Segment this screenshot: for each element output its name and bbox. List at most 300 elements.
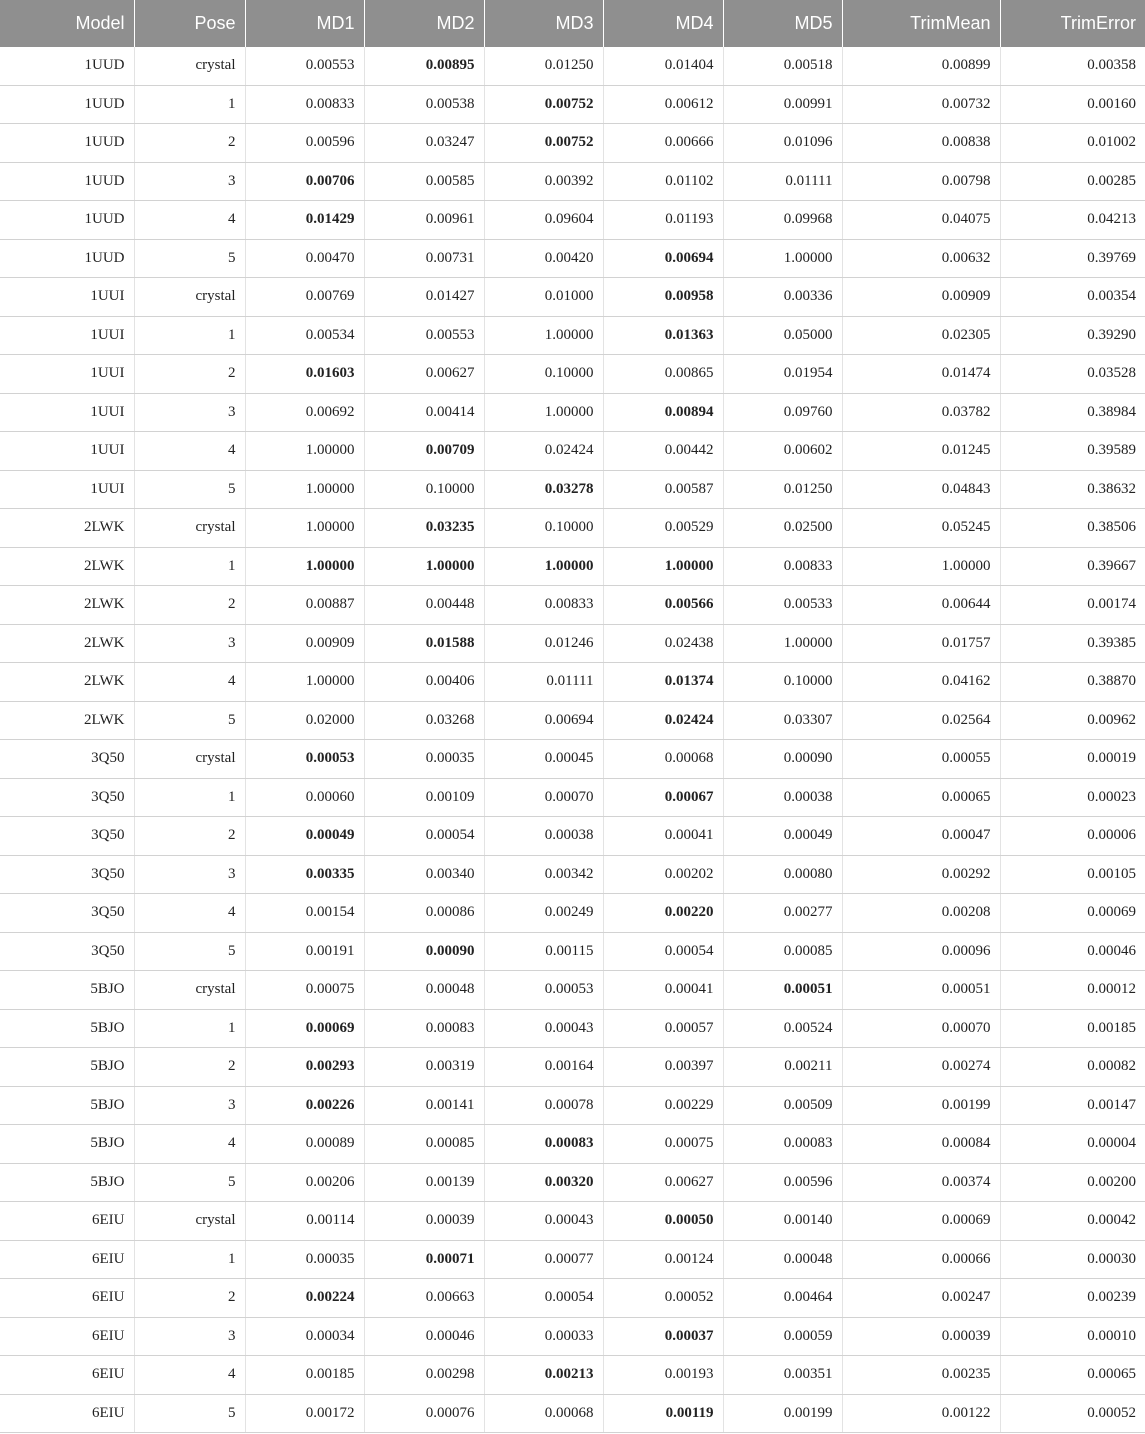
cell-md3: 0.01246 [484,624,603,663]
cell-md2: 0.00035 [364,740,484,779]
cell-md4: 0.00865 [603,355,723,394]
cell-md2: 0.03268 [364,701,484,740]
cell-md2: 0.00109 [364,778,484,817]
cell-pose: 5 [134,1163,245,1202]
cell-md3: 0.00694 [484,701,603,740]
cell-trimmean: 0.00051 [842,971,1000,1010]
cell-trimmean: 0.00909 [842,278,1000,317]
cell-model: 5BJO [0,1009,134,1048]
cell-md3: 0.10000 [484,509,603,548]
cell-md1: 1.00000 [245,432,364,471]
cell-md4: 0.00041 [603,817,723,856]
cell-pose: crystal [134,740,245,779]
cell-md1: 0.00069 [245,1009,364,1048]
cell-pose: 5 [134,701,245,740]
cell-md5: 0.00059 [723,1317,842,1356]
cell-trimerror: 0.39385 [1000,624,1145,663]
cell-md1: 0.00887 [245,586,364,625]
cell-pose: 4 [134,1125,245,1164]
cell-pose: 1 [134,1009,245,1048]
cell-trimmean: 0.00644 [842,586,1000,625]
table-header [0,0,1145,47]
table-row [0,47,1145,85]
cell-md5: 0.00085 [723,932,842,971]
cell-model: 2LWK [0,624,134,663]
cell-trimmean: 0.04075 [842,201,1000,240]
cell-pose: 4 [134,201,245,240]
cell-md5: 0.00596 [723,1163,842,1202]
cell-md3: 0.00752 [484,85,603,124]
cell-model: 3Q50 [0,740,134,779]
cell-pose: crystal [134,509,245,548]
cell-md5: 0.05000 [723,316,842,355]
cell-md1: 0.00049 [245,817,364,856]
cell-md2: 0.00048 [364,971,484,1010]
cell-trimerror: 0.38870 [1000,663,1145,702]
cell-pose: 5 [134,470,245,509]
cell-md2: 0.00895 [364,47,484,85]
cell-md5: 0.00083 [723,1125,842,1164]
cell-md3: 0.00752 [484,124,603,163]
cell-pose: 4 [134,1356,245,1395]
cell-md1: 0.00172 [245,1394,364,1433]
cell-md5: 0.09760 [723,393,842,432]
cell-trimerror: 0.00354 [1000,278,1145,317]
cell-md3: 0.00320 [484,1163,603,1202]
cell-md5: 0.03307 [723,701,842,740]
cell-md4: 0.00202 [603,855,723,894]
cell-trimerror: 0.00105 [1000,855,1145,894]
cell-trimmean: 0.00235 [842,1356,1000,1395]
column-header-md5: MD5 [723,0,842,47]
cell-model: 1UUD [0,47,134,85]
cell-md1: 0.00706 [245,162,364,201]
cell-md2: 0.01427 [364,278,484,317]
cell-md5: 0.00090 [723,740,842,779]
cell-md5: 0.01250 [723,470,842,509]
cell-md5: 0.02500 [723,509,842,548]
cell-md2: 0.00086 [364,894,484,933]
cell-model: 6EIU [0,1394,134,1433]
cell-pose: crystal [134,47,245,85]
cell-md4: 0.00075 [603,1125,723,1164]
cell-model: 1UUI [0,316,134,355]
cell-md1: 0.00114 [245,1202,364,1241]
cell-model: 1UUI [0,278,134,317]
cell-md5: 0.00533 [723,586,842,625]
cell-model: 1UUD [0,124,134,163]
table-row [0,355,1145,394]
cell-md4: 0.00587 [603,470,723,509]
cell-trimerror: 0.00962 [1000,701,1145,740]
cell-trimmean: 0.00070 [842,1009,1000,1048]
cell-md1: 0.00833 [245,85,364,124]
cell-md2: 0.00298 [364,1356,484,1395]
table-row [0,432,1145,471]
cell-md2: 0.00731 [364,239,484,278]
cell-trimmean: 0.00732 [842,85,1000,124]
cell-trimmean: 0.02564 [842,701,1000,740]
cell-trimmean: 0.00292 [842,855,1000,894]
cell-model: 6EIU [0,1356,134,1395]
cell-md1: 1.00000 [245,470,364,509]
cell-trimerror: 0.00239 [1000,1279,1145,1318]
cell-trimerror: 0.00046 [1000,932,1145,971]
cell-md3: 0.02424 [484,432,603,471]
cell-md4: 0.00627 [603,1163,723,1202]
cell-pose: 5 [134,239,245,278]
cell-md5: 0.00049 [723,817,842,856]
cell-model: 2LWK [0,547,134,586]
cell-md5: 1.00000 [723,239,842,278]
cell-md3: 0.00043 [484,1202,603,1241]
cell-md4: 0.00068 [603,740,723,779]
cell-md3: 0.01250 [484,47,603,85]
cell-trimerror: 0.00069 [1000,894,1145,933]
table-row [0,509,1145,548]
cell-md3: 1.00000 [484,547,603,586]
cell-md1: 0.00060 [245,778,364,817]
cell-md5: 1.00000 [723,624,842,663]
cell-model: 3Q50 [0,932,134,971]
cell-md2: 0.00141 [364,1086,484,1125]
cell-md3: 0.00054 [484,1279,603,1318]
cell-pose: 2 [134,355,245,394]
cell-trimerror: 0.00160 [1000,85,1145,124]
cell-pose: 2 [134,817,245,856]
table-row [0,393,1145,432]
column-header-md1: MD1 [245,0,364,47]
table-row [0,85,1145,124]
cell-md5: 0.10000 [723,663,842,702]
cell-trimerror: 0.39290 [1000,316,1145,355]
cell-trimmean: 0.01757 [842,624,1000,663]
cell-md2: 0.00585 [364,162,484,201]
cell-md3: 0.00045 [484,740,603,779]
cell-md1: 0.00226 [245,1086,364,1125]
cell-md2: 0.00085 [364,1125,484,1164]
cell-md2: 0.00054 [364,817,484,856]
cell-model: 5BJO [0,1125,134,1164]
table-row [0,932,1145,971]
cell-md3: 0.00043 [484,1009,603,1048]
cell-model: 5BJO [0,1086,134,1125]
cell-trimmean: 0.00199 [842,1086,1000,1125]
cell-pose: 3 [134,393,245,432]
cell-md4: 0.00566 [603,586,723,625]
cell-md3: 0.00038 [484,817,603,856]
cell-trimerror: 0.00358 [1000,47,1145,85]
cell-md1: 0.00534 [245,316,364,355]
cell-md5: 0.00351 [723,1356,842,1395]
cell-md3: 0.00077 [484,1240,603,1279]
cell-trimerror: 0.00185 [1000,1009,1145,1048]
table-row [0,1086,1145,1125]
table-row [0,1356,1145,1395]
cell-trimmean: 0.00069 [842,1202,1000,1241]
cell-trimmean: 0.00066 [842,1240,1000,1279]
cell-md4: 0.02424 [603,701,723,740]
cell-trimmean: 0.00065 [842,778,1000,817]
cell-model: 6EIU [0,1240,134,1279]
cell-pose: 4 [134,894,245,933]
cell-pose: 4 [134,663,245,702]
cell-md2: 0.03235 [364,509,484,548]
cell-model: 1UUD [0,162,134,201]
cell-md5: 0.00038 [723,778,842,817]
cell-trimmean: 0.00039 [842,1317,1000,1356]
cell-md4: 0.00612 [603,85,723,124]
cell-trimmean: 0.00374 [842,1163,1000,1202]
table-row [0,239,1145,278]
cell-pose: 2 [134,1048,245,1087]
cell-md1: 0.01603 [245,355,364,394]
cell-model: 1UUI [0,355,134,394]
cell-trimerror: 0.00052 [1000,1394,1145,1433]
cell-trimmean: 0.01474 [842,355,1000,394]
cell-trimerror: 0.00200 [1000,1163,1145,1202]
cell-md3: 0.00083 [484,1125,603,1164]
cell-trimerror: 0.38506 [1000,509,1145,548]
cell-trimerror: 0.03528 [1000,355,1145,394]
cell-trimmean: 0.00084 [842,1125,1000,1164]
cell-md2: 0.00083 [364,1009,484,1048]
cell-md2: 0.00071 [364,1240,484,1279]
cell-md4: 0.00052 [603,1279,723,1318]
column-header-pose: Pose [134,0,245,47]
cell-md2: 1.00000 [364,547,484,586]
cell-md5: 0.00140 [723,1202,842,1241]
table-row [0,624,1145,663]
table-row [0,162,1145,201]
table-row [0,586,1145,625]
column-header-md4: MD4 [603,0,723,47]
cell-model: 2LWK [0,586,134,625]
table-row [0,663,1145,702]
cell-md3: 0.01111 [484,663,603,702]
table-row [0,740,1145,779]
cell-trimerror: 0.00174 [1000,586,1145,625]
cell-md4: 0.00037 [603,1317,723,1356]
cell-md4: 0.00119 [603,1394,723,1433]
cell-md4: 0.00057 [603,1009,723,1048]
cell-md4: 0.02438 [603,624,723,663]
cell-md3: 0.00115 [484,932,603,971]
cell-md5: 0.00518 [723,47,842,85]
cell-md5: 0.09968 [723,201,842,240]
cell-trimmean: 0.00055 [842,740,1000,779]
cell-md3: 0.00078 [484,1086,603,1125]
cell-md1: 0.00053 [245,740,364,779]
cell-md1: 0.00185 [245,1356,364,1395]
cell-model: 1UUI [0,432,134,471]
cell-md5: 0.00991 [723,85,842,124]
cell-md5: 0.00336 [723,278,842,317]
cell-md4: 0.00193 [603,1356,723,1395]
cell-md4: 0.00229 [603,1086,723,1125]
cell-md1: 0.00335 [245,855,364,894]
cell-md4: 0.01193 [603,201,723,240]
cell-model: 1UUD [0,239,134,278]
cell-pose: 2 [134,124,245,163]
cell-md5: 0.00833 [723,547,842,586]
cell-pose: 1 [134,547,245,586]
column-header-trimmean: TrimMean [842,0,1000,47]
table-row [0,894,1145,933]
cell-trimmean: 1.00000 [842,547,1000,586]
cell-md4: 0.01363 [603,316,723,355]
cell-md3: 0.00068 [484,1394,603,1433]
cell-pose: crystal [134,1202,245,1241]
cell-md5: 0.00051 [723,971,842,1010]
cell-md1: 0.00089 [245,1125,364,1164]
cell-md3: 0.00213 [484,1356,603,1395]
cell-md4: 0.00694 [603,239,723,278]
table-row [0,201,1145,240]
table-row [0,278,1145,317]
cell-pose: 2 [134,1279,245,1318]
cell-md5: 0.01111 [723,162,842,201]
cell-trimerror: 0.00006 [1000,817,1145,856]
cell-model: 1UUI [0,470,134,509]
cell-md3: 0.03278 [484,470,603,509]
cell-md1: 1.00000 [245,663,364,702]
cell-md3: 0.00249 [484,894,603,933]
table-row [0,1394,1145,1433]
cell-md4: 0.00067 [603,778,723,817]
cell-trimmean: 0.05245 [842,509,1000,548]
cell-md3: 0.10000 [484,355,603,394]
cell-trimmean: 0.01245 [842,432,1000,471]
cell-trimerror: 0.00030 [1000,1240,1145,1279]
cell-md1: 0.00154 [245,894,364,933]
cell-model: 1UUD [0,85,134,124]
cell-md1: 0.00191 [245,932,364,971]
cell-trimerror: 0.00010 [1000,1317,1145,1356]
cell-md3: 0.00070 [484,778,603,817]
cell-pose: 3 [134,1317,245,1356]
cell-md4: 0.00397 [603,1048,723,1087]
header-row [0,0,1145,47]
cell-md1: 0.00293 [245,1048,364,1087]
table-row [0,701,1145,740]
cell-md1: 0.02000 [245,701,364,740]
cell-md3: 0.00033 [484,1317,603,1356]
cell-trimmean: 0.00122 [842,1394,1000,1433]
cell-md1: 0.00224 [245,1279,364,1318]
cell-model: 6EIU [0,1202,134,1241]
cell-trimerror: 0.00023 [1000,778,1145,817]
cell-md4: 0.01374 [603,663,723,702]
cell-model: 2LWK [0,663,134,702]
cell-md4: 1.00000 [603,547,723,586]
cell-pose: 3 [134,162,245,201]
cell-trimerror: 0.38984 [1000,393,1145,432]
cell-md1: 0.00692 [245,393,364,432]
cell-md3: 0.00164 [484,1048,603,1087]
cell-model: 5BJO [0,1048,134,1087]
table-row [0,1163,1145,1202]
cell-md1: 0.00035 [245,1240,364,1279]
cell-md5: 0.01096 [723,124,842,163]
cell-trimmean: 0.04162 [842,663,1000,702]
cell-md4: 0.00220 [603,894,723,933]
cell-md1: 0.00034 [245,1317,364,1356]
cell-trimmean: 0.00798 [842,162,1000,201]
cell-pose: 3 [134,1086,245,1125]
cell-trimerror: 0.04213 [1000,201,1145,240]
cell-md4: 0.00124 [603,1240,723,1279]
column-header-trimerror: TrimError [1060,13,1136,33]
cell-trimmean: 0.00632 [842,239,1000,278]
cell-pose: 1 [134,778,245,817]
cell-trimmean: 0.00274 [842,1048,1000,1087]
cell-md2: 0.00448 [364,586,484,625]
table-row [0,547,1145,586]
cell-md5: 0.00048 [723,1240,842,1279]
cell-model: 2LWK [0,509,134,548]
cell-md1: 0.00769 [245,278,364,317]
cell-model: 3Q50 [0,855,134,894]
cell-md2: 0.00538 [364,85,484,124]
cell-md2: 0.00627 [364,355,484,394]
cell-md1: 0.00206 [245,1163,364,1202]
cell-md4: 0.00894 [603,393,723,432]
cell-md1: 1.00000 [245,509,364,548]
cell-pose: 3 [134,855,245,894]
cell-trimmean: 0.00047 [842,817,1000,856]
cell-md5: 0.00509 [723,1086,842,1125]
cell-md5: 0.00464 [723,1279,842,1318]
cell-pose: crystal [134,971,245,1010]
cell-pose: 2 [134,586,245,625]
cell-md5: 0.00277 [723,894,842,933]
cell-md3: 0.00053 [484,971,603,1010]
cell-md3: 0.00833 [484,586,603,625]
cell-md2: 0.00553 [364,316,484,355]
cell-md3: 0.00392 [484,162,603,201]
cell-trimerror: 0.00019 [1000,740,1145,779]
cell-md2: 0.00406 [364,663,484,702]
cell-trimerror: 0.39769 [1000,239,1145,278]
cell-md2: 0.00076 [364,1394,484,1433]
cell-md1: 1.00000 [245,547,364,586]
cell-md2: 0.00709 [364,432,484,471]
cell-model: 2LWK [0,701,134,740]
table-row [0,1240,1145,1279]
cell-md2: 0.01588 [364,624,484,663]
cell-model: 1UUD [0,201,134,240]
cell-md2: 0.00046 [364,1317,484,1356]
cell-md5: 0.00211 [723,1048,842,1087]
cell-md4: 0.00529 [603,509,723,548]
cell-md5: 0.00524 [723,1009,842,1048]
cell-model: 6EIU [0,1317,134,1356]
table-row [0,470,1145,509]
cell-md3: 0.00420 [484,239,603,278]
cell-md1: 0.00596 [245,124,364,163]
table-row [0,817,1145,856]
cell-trimmean: 0.00247 [842,1279,1000,1318]
table-row [0,124,1145,163]
table-row [0,1009,1145,1048]
cell-trimerror: 0.00285 [1000,162,1145,201]
cell-md2: 0.00340 [364,855,484,894]
cell-md5: 0.00602 [723,432,842,471]
cell-trimmean: 0.00899 [842,47,1000,85]
cell-trimerror: 0.00012 [1000,971,1145,1010]
cell-md4: 0.00442 [603,432,723,471]
